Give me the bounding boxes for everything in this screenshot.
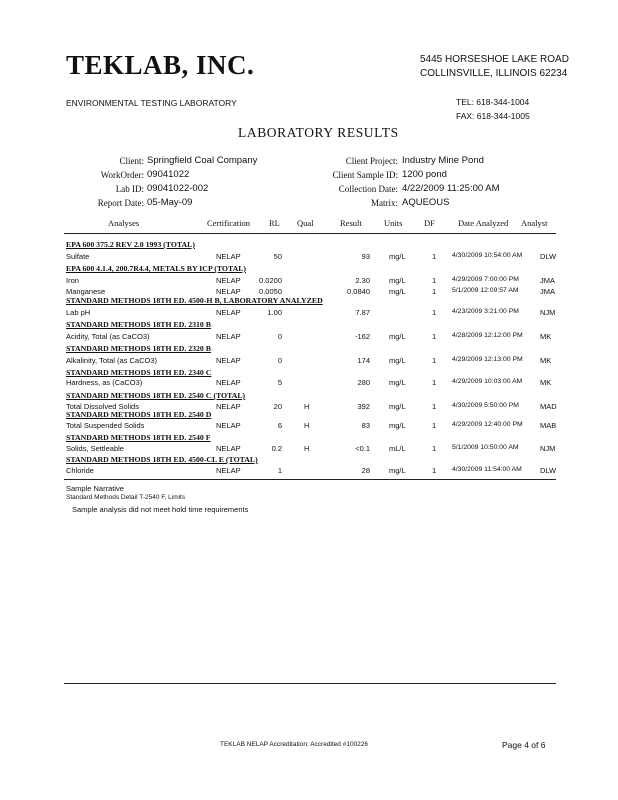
cell-cert: NELAP [216, 421, 241, 430]
cell-df: 1 [432, 332, 437, 341]
col-analyst: Analyst [521, 218, 548, 228]
cell-rl: 6 [277, 421, 282, 430]
reportdate-value: 05-May-09 [147, 197, 193, 208]
section-heading: STANDARD METHODS 18TH ED. 4500-CL E (TOTAL) [66, 455, 258, 464]
col-units: Units [384, 218, 403, 228]
cell-rl: 50 [273, 252, 282, 261]
col-qual: Qual [297, 218, 314, 228]
cell-df: 1 [432, 276, 437, 285]
cell-cert: NELAP [216, 308, 241, 317]
sampleid-label: Client Sample ID: [332, 170, 398, 180]
section-heading: STANDARD METHODS 18TH ED. 2310 B [66, 320, 211, 329]
cell-df: 1 [432, 287, 437, 296]
cell-units: mg/L [389, 276, 406, 285]
workorder-label: WorkOrder: [100, 170, 144, 180]
cell-date: 4/29/2009 10:03:00 AM [452, 378, 523, 385]
cell-date: 4/30/2009 10:54:00 AM [452, 252, 523, 259]
cell-rl: 20 [273, 402, 282, 411]
cell-date: 4/29/2009 12:40:00 PM [452, 421, 523, 428]
cell-date: 4/29/2009 7:00:00 PM [452, 276, 519, 283]
cell-units: mg/L [389, 356, 406, 365]
project-value: Industry Mine Pond [402, 155, 484, 166]
col-date-analyzed: Date Analyzed [458, 218, 509, 228]
cell-analyte: Sulfate [66, 252, 90, 261]
cell-result: 2.30 [355, 276, 370, 285]
header-rule [64, 233, 556, 234]
cell-analyte: Total Suspended Solids [66, 421, 145, 430]
cell-cert: NELAP [216, 252, 241, 261]
page-number: Page 4 of 6 [502, 740, 546, 750]
cell-analyst: JMA [540, 276, 555, 285]
cell-rl: 1 [277, 466, 282, 475]
cell-analyte: Solids, Settleable [66, 444, 124, 453]
project-label: Client Project: [345, 156, 398, 166]
section-heading: STANDARD METHODS 18TH ED. 2340 C [66, 368, 212, 377]
cell-df: 1 [432, 444, 437, 453]
collection-value: 4/22/2009 11:25:00 AM [402, 183, 500, 194]
section-heading: STANDARD METHODS 18TH ED. 2320 B [66, 344, 211, 353]
cell-date: 5/1/2009 12:09:57 AM [452, 287, 519, 294]
company-name: TEKLAB, INC. [66, 50, 255, 80]
cell-analyst: DLW [540, 466, 557, 475]
tel: TEL: 618-344-1004 [456, 97, 530, 107]
col-rl: RL [269, 218, 280, 228]
col-analyses: Analyses [108, 218, 140, 228]
cell-analyte: Alkalinity, Total (as CaCO3) [66, 356, 158, 365]
cell-result: -162 [354, 332, 370, 341]
cell-analyst: MK [540, 356, 552, 365]
cell-rl: 1.00 [267, 308, 282, 317]
labid-value: 09041022-002 [147, 183, 209, 194]
cell-df: 1 [432, 308, 437, 317]
col-df: DF [424, 218, 435, 228]
cell-cert: NELAP [216, 332, 241, 341]
cell-qual: H [304, 444, 310, 453]
cell-rl: 0 [277, 332, 282, 341]
matrix-value: AQUEOUS [402, 197, 450, 208]
footer-rule [64, 683, 556, 684]
cell-analyte: Chloride [66, 466, 94, 475]
table-end-rule [64, 479, 556, 480]
client-value: Springfield Coal Company [147, 155, 258, 166]
accreditation: TEKLAB NELAP Accreditation: Accredited #100226 [220, 741, 369, 748]
cell-analyst: JMA [540, 287, 555, 296]
holdtime-note: Sample analysis did not meet hold time requirements [72, 505, 249, 514]
cell-analyte: Manganese [66, 287, 106, 296]
matrix-label: Matrix: [371, 198, 398, 208]
client-label: Client: [119, 156, 144, 166]
cell-result: 83 [361, 421, 370, 430]
cell-rl: 0.0050 [259, 287, 282, 296]
cell-df: 1 [432, 466, 437, 475]
cell-df: 1 [432, 421, 437, 430]
section-heading: EPA 600 375.2 REV 2.0 1993 (TOTAL) [66, 240, 195, 249]
cell-analyte: Hardness, as (CaCO3) [66, 378, 143, 387]
cell-result: 174 [357, 356, 370, 365]
cell-analyst: DLW [540, 252, 557, 261]
section-heading: STANDARD METHODS 18TH ED. 4500-H B, LABORATORY ANALYZED [66, 296, 323, 305]
cell-cert: NELAP [216, 466, 241, 475]
lab-type: ENVIRONMENTAL TESTING LABORATORY [66, 98, 237, 108]
method-note: Standard Methods Detail T-2540 F, Limits [66, 494, 186, 501]
col-result: Result [340, 218, 362, 228]
cell-qual: H [304, 402, 310, 411]
address-line1: 5445 HORSESHOE LAKE ROAD [420, 54, 569, 65]
cell-result: 28 [361, 466, 370, 475]
section-heading: STANDARD METHODS 18TH ED. 2540 F [66, 433, 211, 442]
cell-cert: NELAP [216, 378, 241, 387]
cell-result: 7.87 [355, 308, 370, 317]
cell-units: mg/L [389, 378, 406, 387]
address-line2: COLLINSVILLE, ILLINOIS 62234 [420, 68, 568, 79]
cell-date: 4/28/2009 12:12:00 PM [452, 332, 523, 339]
cell-result: <0.1 [355, 444, 370, 453]
cell-units: mg/L [389, 252, 406, 261]
cell-df: 1 [432, 356, 437, 365]
cell-date: 4/30/2009 11:54:00 AM [452, 466, 522, 473]
cell-cert: NELAP [216, 276, 241, 285]
fax: FAX: 618-344-1005 [456, 111, 530, 121]
cell-units: mg/L [389, 421, 406, 430]
sample-narrative: Sample Narrative [66, 484, 124, 493]
cell-date: 4/23/2009 3:21:00 PM [452, 308, 519, 315]
cell-df: 1 [432, 252, 437, 261]
cell-units: mg/L [389, 402, 406, 411]
cell-cert: NELAP [216, 444, 241, 453]
cell-analyst: MK [540, 378, 552, 387]
reportdate-label: Report Date: [97, 198, 144, 208]
collection-label: Collection Date: [338, 184, 398, 194]
cell-result: 93 [361, 252, 370, 261]
cell-units: mg/L [389, 466, 406, 475]
section-heading: STANDARD METHODS 18TH ED. 2540 C (TOTAL) [66, 391, 246, 400]
cell-analyst: MK [540, 332, 552, 341]
cell-df: 1 [432, 402, 437, 411]
cell-date: 4/30/2009 5:50:00 PM [452, 402, 519, 409]
cell-rl: 0.0200 [259, 276, 282, 285]
cell-result: 392 [357, 402, 370, 411]
cell-analyte: Acidity, Total (as CaCO3) [66, 332, 150, 341]
cell-qual: H [304, 421, 310, 430]
section-heading: EPA 600 4.1.4, 200.7R4.4, METALS BY ICP (TOTAL) [66, 264, 246, 273]
cell-df: 1 [432, 378, 437, 387]
cell-result: 0.0840 [347, 287, 370, 296]
cell-date: 4/29/2009 12:13:00 PM [452, 356, 523, 363]
cell-analyst: MAB [540, 421, 557, 430]
cell-analyte: Lab pH [66, 308, 91, 317]
cell-units: mg/L [389, 287, 406, 296]
cell-cert: NELAP [216, 402, 241, 411]
workorder-value: 09041022 [147, 169, 190, 180]
cell-analyst: MAD [540, 402, 557, 411]
col-certification: Certification [207, 218, 250, 228]
cell-analyst: NJM [540, 444, 556, 453]
cell-units: mL/L [389, 444, 406, 453]
page-title: LABORATORY RESULTS [238, 125, 399, 140]
section-heading: STANDARD METHODS 18TH ED. 2540 D [66, 410, 212, 419]
labid-label: Lab ID: [115, 184, 144, 194]
cell-units: mg/L [389, 332, 406, 341]
cell-rl: 5 [277, 378, 282, 387]
cell-rl: 0 [277, 356, 282, 365]
cell-result: 280 [357, 378, 370, 387]
cell-cert: NELAP [216, 356, 241, 365]
cell-analyte: Iron [66, 276, 79, 285]
cell-date: 5/1/2009 10:50:00 AM [452, 444, 519, 451]
cell-cert: NELAP [216, 287, 241, 296]
cell-analyst: NJM [540, 308, 556, 317]
sampleid-value: 1200 pond [402, 169, 447, 180]
cell-analyte: Total Dissolved Solids [66, 402, 139, 411]
cell-rl: 0.2 [271, 444, 282, 453]
